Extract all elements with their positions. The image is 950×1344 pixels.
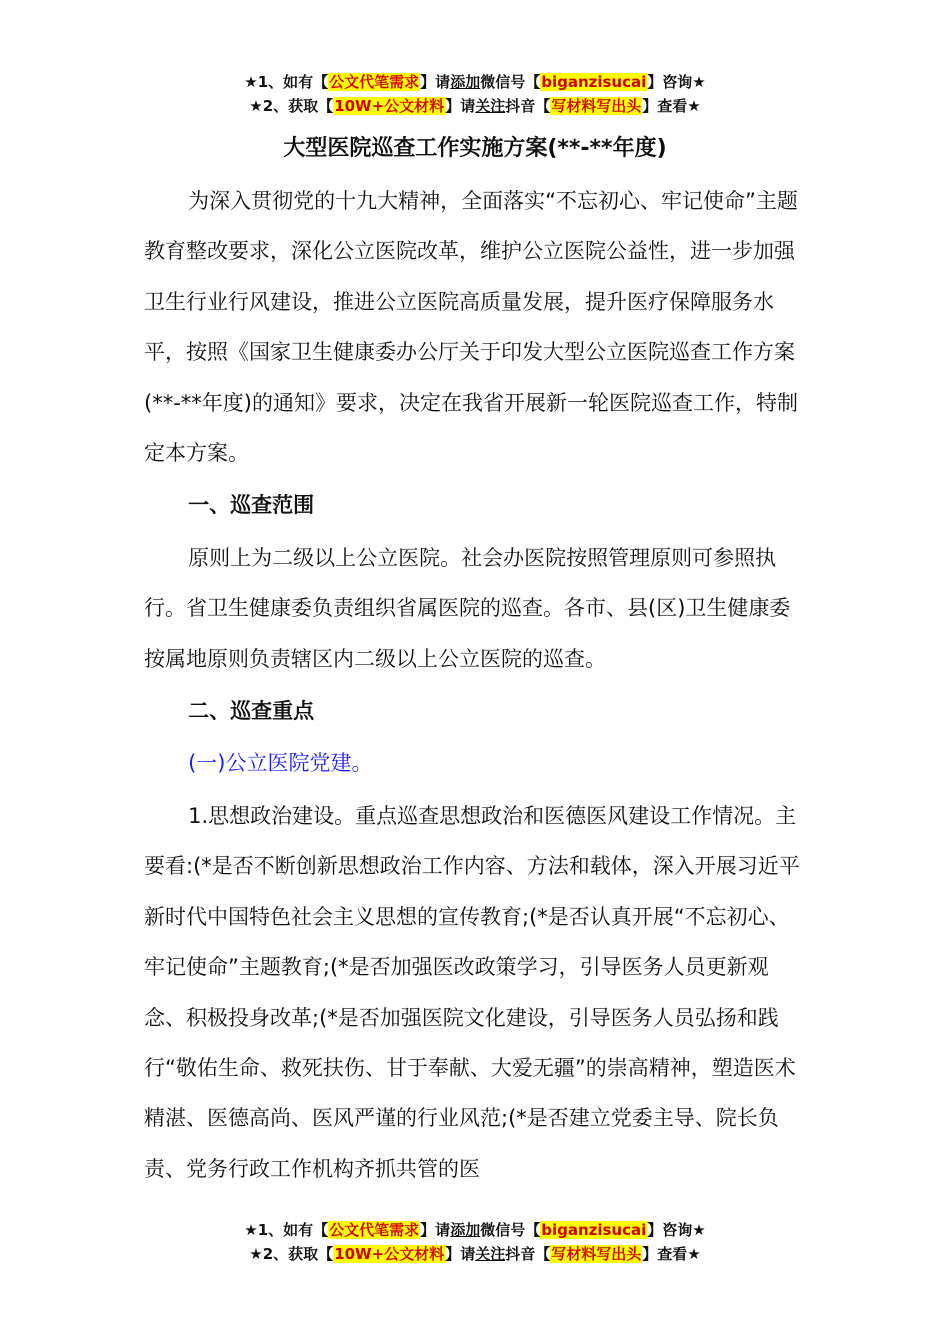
banner-text: 微信号【 — [480, 1221, 541, 1239]
banner-text: ★1、如有【 — [244, 1221, 329, 1239]
banner-line-1 — [0, 1218, 950, 1242]
banner-line-1 — [0, 70, 950, 94]
footer-banner — [0, 1218, 950, 1266]
banner-text: ★2、获取【 — [249, 97, 334, 115]
banner-douyin-name: 写材料写出头 — [551, 1245, 642, 1263]
banner-line-2 — [0, 1242, 950, 1266]
banner-text: 】查看★ — [642, 1245, 701, 1263]
banner-text: ★2、获取【 — [249, 1245, 334, 1263]
banner-wechat-id: biganzisucai — [541, 1221, 647, 1239]
banner-line-2 — [0, 94, 950, 118]
banner-underlined: 添加 — [450, 73, 481, 91]
banner-wechat-id: biganzisucai — [541, 73, 647, 91]
banner-text: 】请 — [445, 97, 476, 115]
banner-highlight: 10W+公文材料 — [334, 97, 445, 115]
document-body — [144, 176, 804, 1194]
banner-text: 抖音【 — [505, 1245, 551, 1263]
banner-highlight: 公文代笔需求 — [329, 1221, 420, 1239]
banner-text: 抖音【 — [505, 97, 551, 115]
document-title: 大型医院巡查工作实施方案(**-**年度) — [283, 136, 667, 161]
banner-underlined: 关注 — [475, 1245, 506, 1263]
banner-text: 】咨询★ — [647, 73, 706, 91]
item-ideological-construction: 1.思想政治建设。重点巡查思想政治和医德医风建设工作情况。主要看:(*是否不断创新思想政治工作内容、方法和载体，深入开展习近平新时代中国特色社会主义思想的宣传教育;(*是否认真开展“不忘初心、牢记使命”主题教育;(*是否加强医改政策学习，引导医务人员更新观念、积极投身改革;(*是否加强医院文化建设，引导医务人员弘扬和践行“敬佑生命、救死扶伤、甘于奉献、大爱无疆”的崇高精神，塑造医术精湛、医德高尚、医风严谨的行业风范;(*是否建立党委主导、院长负责、党务行政工作机构齐抓共管的医 — [144, 803, 800, 1181]
banner-text: 微信号【 — [480, 73, 541, 91]
banner-text: 】请 — [420, 73, 451, 91]
banner-text: 】查看★ — [642, 97, 701, 115]
banner-text: 】请 — [445, 1245, 476, 1263]
banner-highlight: 10W+公文材料 — [334, 1245, 445, 1263]
banner-text: 】请 — [420, 1221, 451, 1239]
subsection-party-building: (一)公立医院党建。 — [188, 751, 373, 776]
banner-douyin-name: 写材料写出头 — [551, 97, 642, 115]
banner-underlined: 添加 — [450, 1221, 481, 1239]
scope-paragraph: 原则上为二级以上公立医院。社会办医院按照管理原则可参照执行。省卫生健康委负责组织省属医院的巡查。各市、县(区)卫生健康委按属地原则负责辖区内二级以上公立医院的巡查。 — [144, 545, 791, 671]
intro-paragraph: 为深入贯彻党的十九大精神，全面落实“不忘初心、牢记使命”主题教育整改要求，深化公立医院改革，维护公立医院公益性，进一步加强卫生行业行风建设，推进公立医院高质量发展，提升医疗保障服务水平，按照《国家卫生健康委办公厅关于印发大型公立医院巡查工作方案(**-**年度)的通知》要求，决定在我省开展新一轮医院巡查工作，特制定本方案。 — [144, 189, 798, 466]
banner-text: ★1、如有【 — [244, 73, 329, 91]
banner-highlight: 公文代笔需求 — [329, 73, 420, 91]
section-heading-focus: 二、巡查重点 — [188, 699, 315, 724]
header-banner — [0, 70, 950, 118]
banner-text: 】咨询★ — [647, 1221, 706, 1239]
section-heading-scope: 一、巡查范围 — [188, 493, 315, 518]
banner-underlined: 关注 — [475, 97, 506, 115]
